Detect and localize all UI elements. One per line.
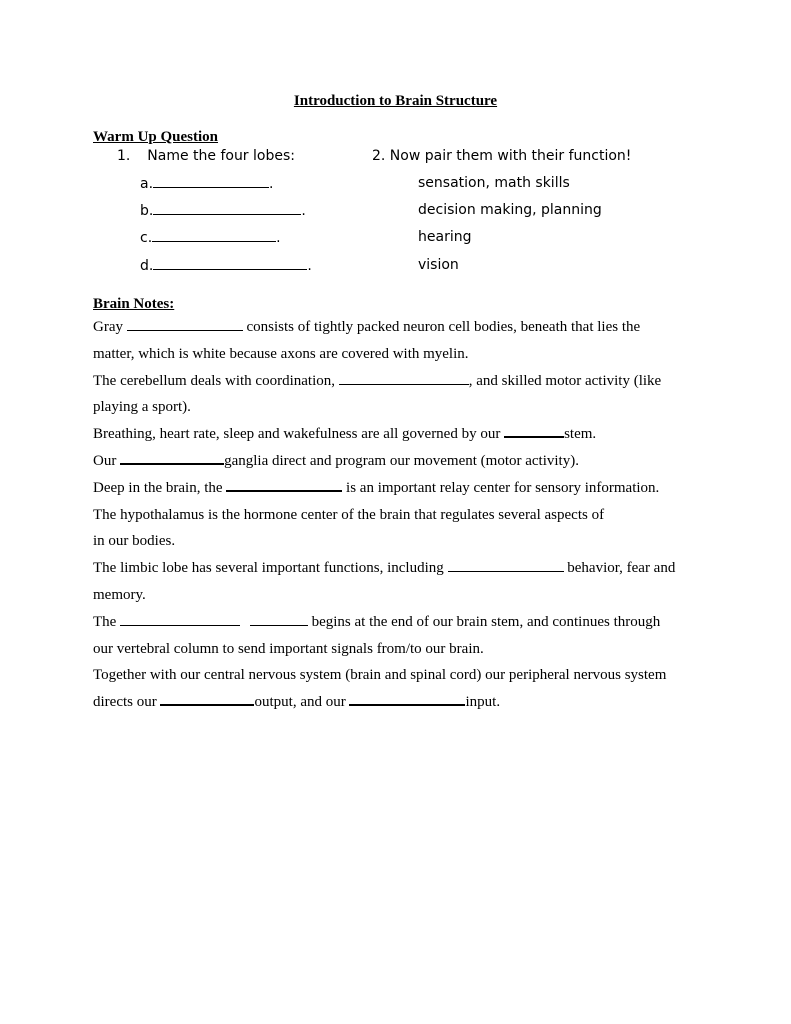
note-line — [93, 448, 703, 475]
function-item: vision — [418, 257, 459, 273]
period: . — [307, 258, 312, 274]
question-1 — [117, 148, 295, 164]
note-text: is an important relay center for sensory information. — [346, 479, 660, 496]
question-1-number: 1. — [117, 148, 131, 164]
note-text: Together with our central nervous system (brain and spinal cord) our peripheral nervous system — [93, 667, 667, 684]
note-text: ganglia direct and program our movement (motor activity). — [224, 452, 579, 469]
period: . — [301, 203, 306, 219]
note-text: The — [93, 613, 117, 630]
note-text: The hypothalamus is the hormone center of the brain that regulates several aspects of — [93, 506, 605, 523]
note-line — [93, 636, 703, 663]
note-text: playing a sport). — [93, 399, 191, 416]
page-title: Introduction to Brain Structure — [293, 93, 498, 109]
note-text: directs our — [93, 694, 157, 711]
note-text: begins at the end of our brain stem, and continues through — [311, 613, 661, 630]
fill-blank[interactable] — [504, 423, 564, 438]
fill-blank[interactable] — [160, 691, 254, 706]
note-line — [93, 528, 703, 555]
note-text: consists of tightly packed neuron cell bodies, beneath that lies the — [246, 319, 641, 335]
lobe-answer-d — [140, 257, 312, 274]
note-line — [93, 475, 703, 502]
period: . — [269, 176, 274, 192]
lobe-answer-b — [140, 202, 306, 219]
note-text: output, and our — [254, 694, 346, 711]
note-text: memory. — [93, 586, 146, 603]
note-line — [93, 662, 703, 689]
note-line — [93, 394, 703, 421]
note-text: matter, which is white because axons are covered with myelin. — [93, 345, 469, 362]
notes-heading: Brain Notes: — [93, 296, 175, 312]
brain-notes — [93, 314, 703, 716]
note-text: Our — [93, 452, 117, 469]
note-line — [93, 314, 703, 341]
note-text: Deep in the brain, the — [93, 479, 223, 496]
period: . — [276, 230, 281, 246]
note-text: Gray — [93, 319, 123, 335]
answer-blank[interactable] — [153, 202, 301, 215]
note-line — [93, 689, 703, 716]
note-text: behavior, fear and — [567, 560, 676, 577]
note-line — [93, 502, 703, 529]
lobe-answer-c — [140, 229, 281, 246]
fill-blank[interactable] — [448, 558, 564, 572]
lobe-letter: d. — [140, 258, 154, 274]
note-line — [93, 368, 703, 395]
lobe-letter: a. — [140, 176, 154, 192]
lobe-letter: b. — [140, 203, 154, 219]
fill-blank[interactable] — [349, 691, 465, 706]
fill-blank[interactable] — [250, 612, 308, 626]
answer-blank[interactable] — [153, 175, 269, 188]
note-text: input. — [465, 694, 501, 711]
note-line — [93, 341, 703, 368]
note-text: The cerebellum deals with coordination, — [93, 372, 335, 389]
note-text: Breathing, heart rate, sleep and wakefulness are all governed by our — [93, 426, 501, 443]
fill-blank[interactable] — [120, 450, 224, 465]
fill-blank[interactable] — [127, 317, 243, 331]
warmup-heading: Warm Up Question — [93, 129, 219, 145]
note-line — [93, 421, 703, 448]
question-1-text: Name the four lobes: — [147, 148, 295, 164]
note-text: our vertebral column to send important signals from/to our brain. — [93, 640, 484, 657]
fill-blank[interactable] — [120, 612, 240, 626]
note-line — [93, 555, 703, 582]
question-2-text: 2. Now pair them with their function! — [372, 148, 632, 164]
note-line — [93, 582, 703, 609]
fill-blank[interactable] — [339, 371, 469, 385]
note-text: , and skilled motor activity (like — [468, 372, 662, 389]
note-text: stem. — [564, 426, 597, 443]
function-item: hearing — [418, 229, 472, 245]
fill-blank[interactable] — [226, 477, 342, 492]
note-text: The limbic lobe has several important functions, including — [93, 560, 444, 577]
note-line — [93, 609, 703, 636]
lobe-letter: c. — [140, 230, 153, 246]
answer-blank[interactable] — [153, 257, 307, 270]
note-text: in our bodies. — [93, 533, 176, 550]
answer-blank[interactable] — [152, 229, 276, 242]
function-item: decision making, planning — [418, 202, 602, 218]
function-item: sensation, math skills — [418, 175, 570, 191]
lobe-answer-a — [140, 175, 273, 192]
